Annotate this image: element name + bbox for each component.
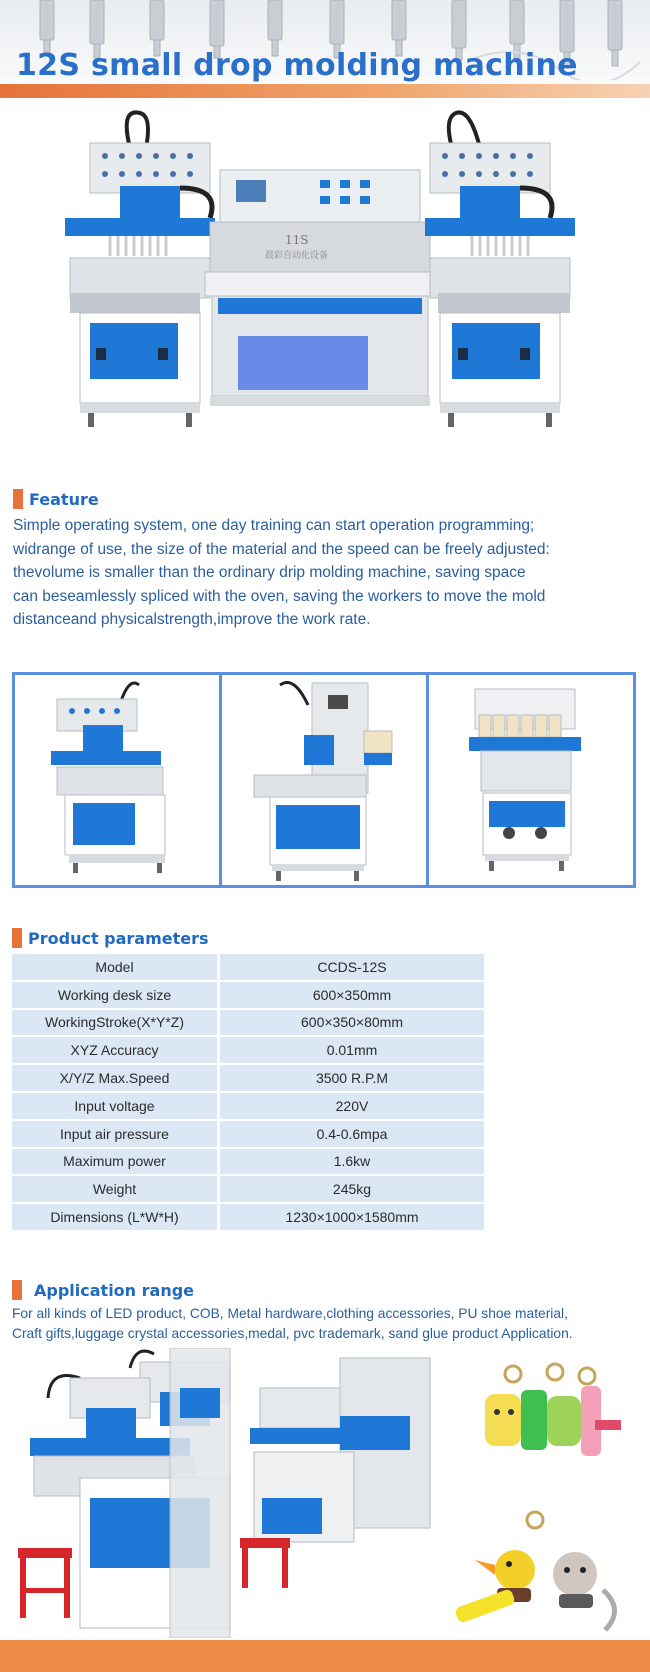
table-row	[12, 982, 484, 1010]
param-value: 1.6kw	[220, 1149, 484, 1177]
param-key: Weight	[12, 1176, 220, 1204]
center-unit	[205, 170, 435, 406]
section-marker-icon	[12, 928, 22, 948]
application-description	[12, 1304, 642, 1344]
application-heading	[12, 1280, 194, 1300]
param-value: 600×350mm	[220, 982, 484, 1010]
feature-heading	[13, 489, 99, 509]
param-value: 1230×1000×1580mm	[220, 1204, 484, 1232]
application-line: Craft gifts,luggage crystal accessories,medal, pvc trademark, sand glue product Application.	[12, 1326, 573, 1341]
param-value: CCDS-12S	[220, 954, 484, 982]
feature-line: can beseamlessly spliced with the oven, saving the workers to move the mold	[13, 587, 546, 605]
params-heading-text: Product parameters	[28, 928, 209, 948]
feature-line: widrange of use, the size of the material and the speed can be freely adjusted:	[13, 540, 550, 558]
section-marker-icon	[12, 1280, 22, 1300]
param-key: X/Y/Z Max.Speed	[12, 1065, 220, 1093]
feature-description	[13, 514, 633, 632]
application-heading-text: Application range	[34, 1280, 195, 1300]
param-value: 0.01mm	[220, 1037, 484, 1065]
machine-front-angle-image	[15, 675, 219, 885]
hero-brand-text: 晨彩自动化设备	[265, 251, 329, 261]
page-title: 12S small drop molding machine	[16, 48, 578, 83]
machine-side-image	[222, 675, 426, 885]
keychain-products-image	[455, 1360, 645, 1650]
table-row	[12, 1204, 484, 1232]
param-value: 600×350×80mm	[220, 1010, 484, 1038]
param-value: 0.4-0.6mpa	[220, 1121, 484, 1149]
param-key: Model	[12, 954, 220, 982]
table-row	[12, 1065, 484, 1093]
table-row	[12, 1037, 484, 1065]
feature-line: Simple operating system, one day training can start operation programming;	[13, 517, 535, 534]
product-views-gallery	[12, 672, 636, 888]
feature-line: thevolume is smaller than the ordinary drip molding machine, saving space	[13, 564, 526, 581]
view-front-angle	[15, 675, 219, 885]
table-row	[12, 1093, 484, 1121]
hero-machine-image	[60, 108, 580, 458]
feature-line: distanceand physicalstrength,improve the work rate.	[13, 611, 371, 628]
header-accent-bar	[0, 84, 650, 98]
param-value: 3500 R.P.M	[220, 1065, 484, 1093]
param-key: XYZ Accuracy	[12, 1037, 220, 1065]
param-key: WorkingStroke(X*Y*Z)	[12, 1010, 220, 1038]
application-line: For all kinds of LED product, COB, Metal hardware,clothing accessories, PU shoe material,	[12, 1306, 568, 1321]
view-side	[219, 675, 426, 885]
param-value: 245kg	[220, 1176, 484, 1204]
params-heading	[12, 928, 209, 948]
param-key: Working desk size	[12, 982, 220, 1010]
left-unit	[65, 112, 215, 427]
header-banner	[0, 0, 650, 98]
table-row	[12, 1010, 484, 1038]
right-unit	[425, 112, 575, 427]
section-marker-icon	[13, 489, 23, 509]
table-row	[12, 1121, 484, 1149]
table-row	[12, 954, 484, 982]
view-back	[426, 675, 633, 885]
param-key: Dimensions (L*W*H)	[12, 1204, 220, 1232]
param-key: Maximum power	[12, 1149, 220, 1177]
table-row	[12, 1176, 484, 1204]
table-row	[12, 1149, 484, 1177]
feature-heading-text: Feature	[29, 489, 99, 509]
factory-machines-image	[10, 1348, 480, 1638]
param-key: Input air pressure	[12, 1121, 220, 1149]
param-value: 220V	[220, 1093, 484, 1121]
parameters-table	[12, 954, 484, 1232]
param-key: Input voltage	[12, 1093, 220, 1121]
hero-brand-logo-text: 11S	[285, 233, 309, 247]
machine-back-image	[429, 675, 633, 885]
footer-accent-bar	[0, 1640, 650, 1672]
